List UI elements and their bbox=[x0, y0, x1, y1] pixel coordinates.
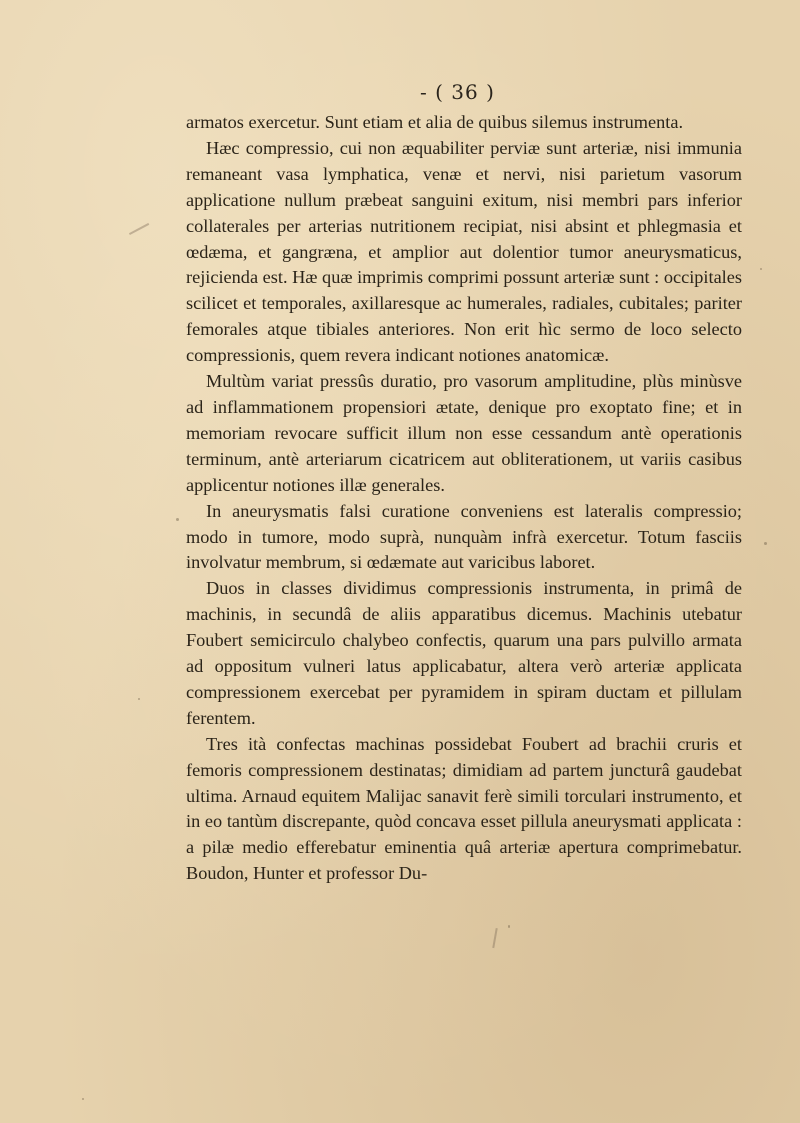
paper-mark bbox=[129, 223, 149, 235]
paragraph: Tres ità confectas machinas possidebat Foubert ad brachii cruris et femoris compressionem destinatas; dimidiam ad partem juncturâ gaudebat ultima. Arnaud equitem Malijac sanavit ferè simili torculari instrumento, et in eo tantùm discrepante, quòd concava esset pillula aneurysmati applicata : a pilæ medio efferebatur eminentia quâ arteriæ apertura comprimebatur. Boudon, Hunter et professor Du- bbox=[186, 733, 742, 884]
paper-speck bbox=[82, 1098, 84, 1100]
page-number: - ( 36 ) bbox=[420, 80, 495, 104]
paper-speck bbox=[760, 268, 762, 270]
paper-speck bbox=[138, 698, 140, 700]
paragraph: Multùm variat pressûs duratio, pro vasorum amplitudine, plùs minùsve ad inflammationem propensiori ætate, denique pro exoptato fine; et in memoriam revocare sufficit illum non esse cessandum antè operationis terminum, antè arteriarum cicatricem aut obliterationem, ut variis casibus applicentur notiones illæ generales. bbox=[186, 371, 742, 495]
paper-mark bbox=[492, 928, 497, 948]
paper-speck bbox=[176, 518, 179, 521]
paragraph: Hæc compressio, cui non æquabiliter perviæ sunt arteriæ, nisi immunia remaneant vasa lymphatica, venæ et nervi, nisi parietum vasorum applicatione nullum præbeat sanguini exitum, nisi membri pars inferior collaterales per arterias nutritionem recipiat, nisi absint et phlegmasia et œdæma, et gangræna, et amplior aut dolentior tumor aneurysmaticus, rejicienda est. Hæ quæ imprimis comprimi possunt arteriæ sunt : occipitales scilicet et temporales, axillaresque ac humerales, radiales, cubitales; pariter femorales atque tibiales anteriores. Non erit hìc sermo de loco selecto compressionis, quem revera indicant notiones anatomicæ. bbox=[186, 137, 742, 366]
paragraph: In aneurysmatis falsi curatione conveniens est lateralis compressio; modo in tumore, modo suprà, nunquàm infrà exercetur. Totum fasciis involvatur membrum, si œdæmate aut varicibus laboret. bbox=[186, 500, 742, 573]
paragraph: armatos exercetur. Sunt etiam et alia de quibus silemus instrumenta. bbox=[186, 112, 684, 132]
body-text bbox=[186, 110, 742, 887]
paper-speck bbox=[508, 925, 510, 928]
paragraph: Duos in classes dividimus compressionis instrumenta, in primâ de machinis, in secundâ de aliis apparatibus dicemus. Machinis utebatur Foubert semicirculo chalybeo confectis, quarum una pars pulvillo armata ad oppositum vulneri latus applicabatur, altera verò arteriæ applicata compressionem exercebat per pyramidem in spiram ductam et pillulam ferentem. bbox=[186, 578, 742, 728]
paper-speck bbox=[764, 542, 767, 545]
